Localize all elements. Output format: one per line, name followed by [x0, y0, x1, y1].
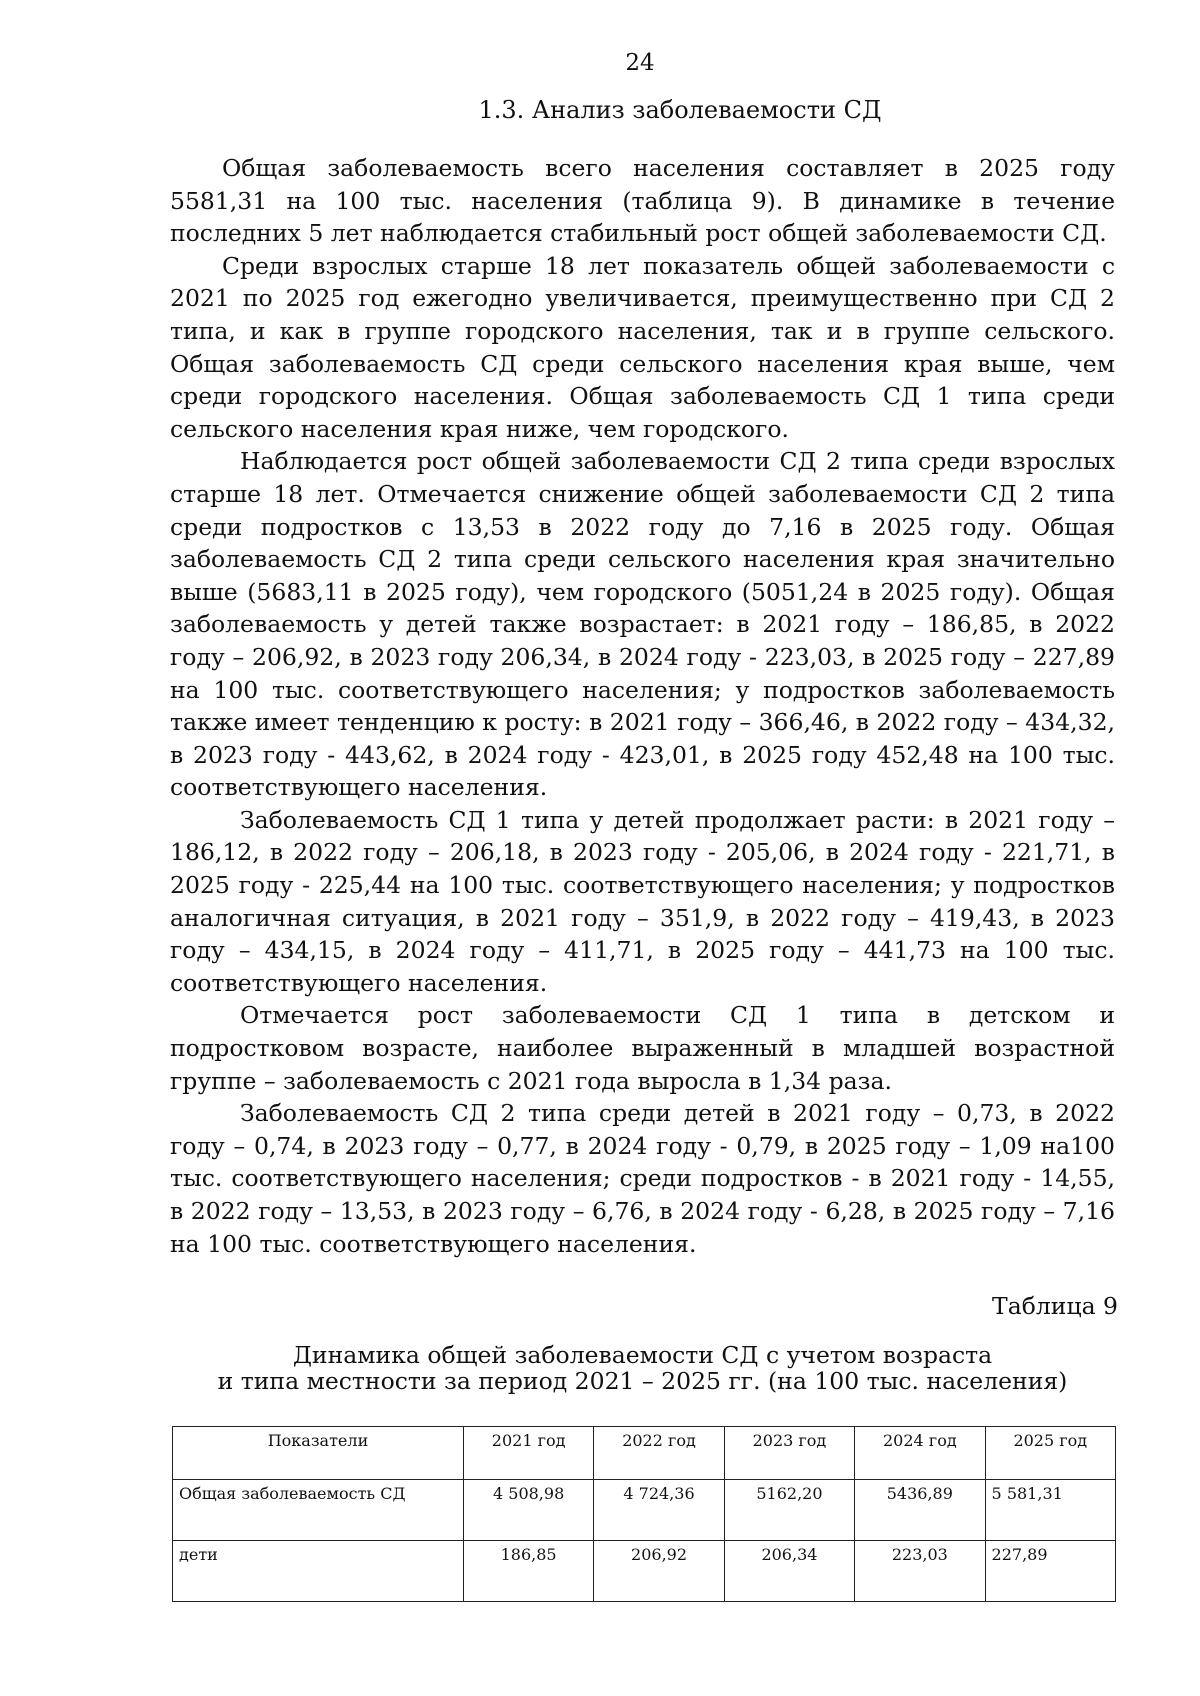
data-table: [172, 1426, 1116, 1602]
table-cell: 186,85: [463, 1541, 593, 1602]
paragraph-1: Общая заболеваемость всего населения составляет в 2025 году 5581,31 на 100 тыс. населения (таблица 9). В динамике в течение последних 5 лет наблюдается стабильный рост общей заболеваемости СД.: [170, 154, 1115, 248]
table-row: [173, 1541, 1116, 1602]
table-label: Таблица 9: [992, 1292, 1118, 1320]
table-cell: 227,89: [985, 1541, 1115, 1602]
header-2023: 2023 год: [724, 1427, 854, 1480]
table-title-line-1: Динамика общей заболеваемости СД с учетом возраста: [292, 1341, 993, 1369]
header-indicators: Показатели: [173, 1427, 464, 1480]
paragraph-2: Среди взрослых старше 18 лет показатель общей заболеваемости с 2021 по 2025 год ежегодно увеличивается, преимущественно при СД 2 типа, и как в группе городского населения, так и в группе сельского. Общая заболеваемость СД среди сельского населения края выше, чем среди городского населения. Общая заболеваемость СД 1 типа среди сельского населения края ниже, чем городского.: [170, 251, 1115, 443]
paragraph-4: Заболеваемость СД 1 типа у детей продолжает расти: в 2021 году – 186,12, в 2022 году – 206,18, в 2023 году - 205,06, в 2024 году - 221,71, в 2025 году - 225,44 на 100 тыс. соответствующего населения; у подростков аналогичная ситуация, в 2021 году – 351,9, в 2022 году – 419,43, в 2023 году – 434,15, в 2024 году – 411,71, в 2025 году – 441,73 на 100 тыс. соответствующего населения.: [170, 805, 1115, 997]
page-number: 24: [625, 50, 655, 76]
header-2025: 2025 год: [985, 1427, 1115, 1480]
table-title: [170, 1342, 1115, 1394]
paragraph-3: Наблюдается рост общей заболеваемости СД 2 типа среди взрослых старше 18 лет. Отмечается снижение общей заболеваемости СД 2 типа среди подростков с 13,53 в 2022 году до 7,16 в 2025 году. Общая заболеваемость СД 2 типа среди сельского населения края значительно выше (5683,11 в 2025 году), чем городского (5051,24 в 2025 году). Общая заболеваемость у детей также возрастает: в 2021 году – 186,85, в 2022 году – 206,92, в 2023 году 206,34, в 2024 году - 223,03, в 2025 году – 227,89 на 100 тыс. соответствующего населения; у подростков заболеваемость также имеет тенденцию к росту: в 2021 году – 366,46, в 2022 году – 434,32, в 2023 году - 443,62, в 2024 году - 423,01, в 2025 году 452,48 на 100 тыс. соответствующего населения.: [170, 447, 1115, 802]
table-title-line-2: и типа местности за период 2021 – 2025 гг. (на 100 тыс. населения): [217, 1367, 1068, 1395]
table-cell: 4 724,36: [594, 1480, 724, 1541]
table-cell: 206,92: [594, 1541, 724, 1602]
table-cell: 206,34: [724, 1541, 854, 1602]
table-cell: 223,03: [855, 1541, 985, 1602]
table-cell: 5162,20: [724, 1480, 854, 1541]
table-cell: 4 508,98: [463, 1480, 593, 1541]
section-heading: 1.3. Анализ заболеваемости СД: [478, 96, 882, 124]
header-2022: 2022 год: [594, 1427, 724, 1480]
table-cell: 5436,89: [855, 1480, 985, 1541]
body-text: [170, 152, 1115, 1260]
header-2021: 2021 год: [463, 1427, 593, 1480]
row-label: дети: [173, 1541, 464, 1602]
table-row: [173, 1480, 1116, 1541]
table-header-row: [173, 1427, 1116, 1480]
header-2024: 2024 год: [855, 1427, 985, 1480]
table-cell: 5 581,31: [985, 1480, 1115, 1541]
paragraph-6: Заболеваемость СД 2 типа среди детей в 2021 году – 0,73, в 2022 году – 0,74, в 2023 году – 0,77, в 2024 году - 0,79, в 2025 году – 1,09 на100 тыс. соответствующего населения; среди подростков - в 2021 году - 14,55, в 2022 году – 13,53, в 2023 году – 6,76, в 2024 году - 6,28, в 2025 году – 7,16 на 100 тыс. соответствующего населения.: [170, 1099, 1115, 1258]
paragraph-5: Отмечается рост заболеваемости СД 1 типа в детском и подростковом возрасте, наиболее выраженный в младшей возрастной группе – заболеваемость с 2021 года выросла в 1,34 раза.: [170, 1001, 1115, 1095]
row-label: Общая заболеваемость СД: [173, 1480, 464, 1541]
